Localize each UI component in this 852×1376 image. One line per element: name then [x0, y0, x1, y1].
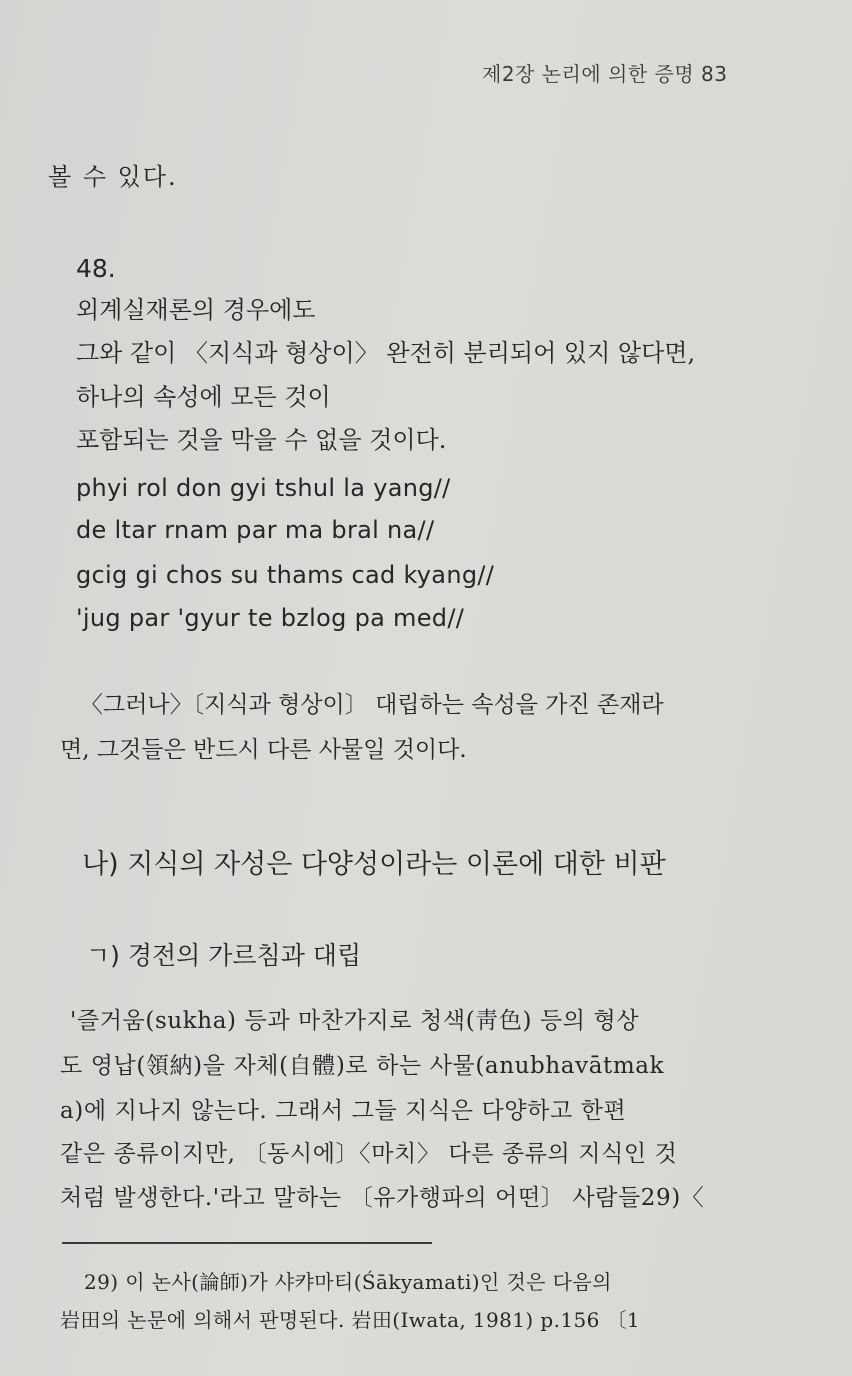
verse-korean-line: 그와 같이 〈지식과 형상이〉 완전히 분리되어 있지 않다면, — [76, 339, 696, 367]
commentary-line: 면, 그것들은 반드시 다른 사물일 것이다. — [60, 737, 467, 763]
verse-korean-line: 외계실재론의 경우에도 — [76, 296, 316, 324]
section-heading: 나) 지식의 자성은 다양성이라는 이론에 대한 비판 — [82, 849, 666, 880]
verse-tibetan-line: de ltar rnam par ma bral na// — [76, 516, 435, 544]
body-line: 도 영납(領納)을 자체(自體)로 하는 사물(anubhavātmak — [60, 1053, 665, 1079]
footnote-separator — [62, 1242, 432, 1244]
continuation-text: 볼 수 있다. — [48, 163, 178, 191]
verse-tibetan-line: gcig gi chos su thams cad kyang// — [76, 561, 495, 589]
body-line: 처럼 발생한다.'라고 말하는 〔유가행파의 어떤〕 사람들29)〈 — [60, 1185, 705, 1211]
footnote-line: 29) 이 논사(論師)가 샤캬마티(Śākyamati)인 것은 다음의 — [84, 1270, 612, 1294]
body-line: 같은 종류이지만, 〔동시에〕〈마치〉 다른 종류의 지식인 것 — [60, 1141, 678, 1167]
verse-korean-line: 포함되는 것을 막을 수 없을 것이다. — [76, 426, 447, 454]
verse-tibetan-line: 'jug par 'gyur te bzlog pa med// — [76, 604, 465, 632]
commentary-line: 〈그러나〉〔지식과 형상이〕 대립하는 속성을 가진 존재라 — [80, 692, 664, 718]
body-line: '즐거움(sukha) 등과 마찬가지로 청색(靑色) 등의 형상 — [70, 1008, 640, 1034]
running-head: 제2장 논리에 의한 증명 83 — [482, 62, 728, 86]
verse-korean-line: 하나의 속성에 모든 것이 — [76, 383, 331, 411]
subsection-heading: ㄱ) 경전의 가르침과 대립 — [86, 941, 362, 970]
verse-tibetan-line: phyi rol don gyi tshul la yang// — [76, 474, 451, 502]
body-line: a)에 지나지 않는다. 그래서 그들 지식은 다양하고 한편 — [60, 1098, 627, 1124]
footnote-line: 岩田의 논문에 의해서 판명된다. 岩田(Iwata, 1981) p.156 〔1 — [60, 1308, 641, 1332]
verse-number: 48. — [76, 254, 116, 283]
